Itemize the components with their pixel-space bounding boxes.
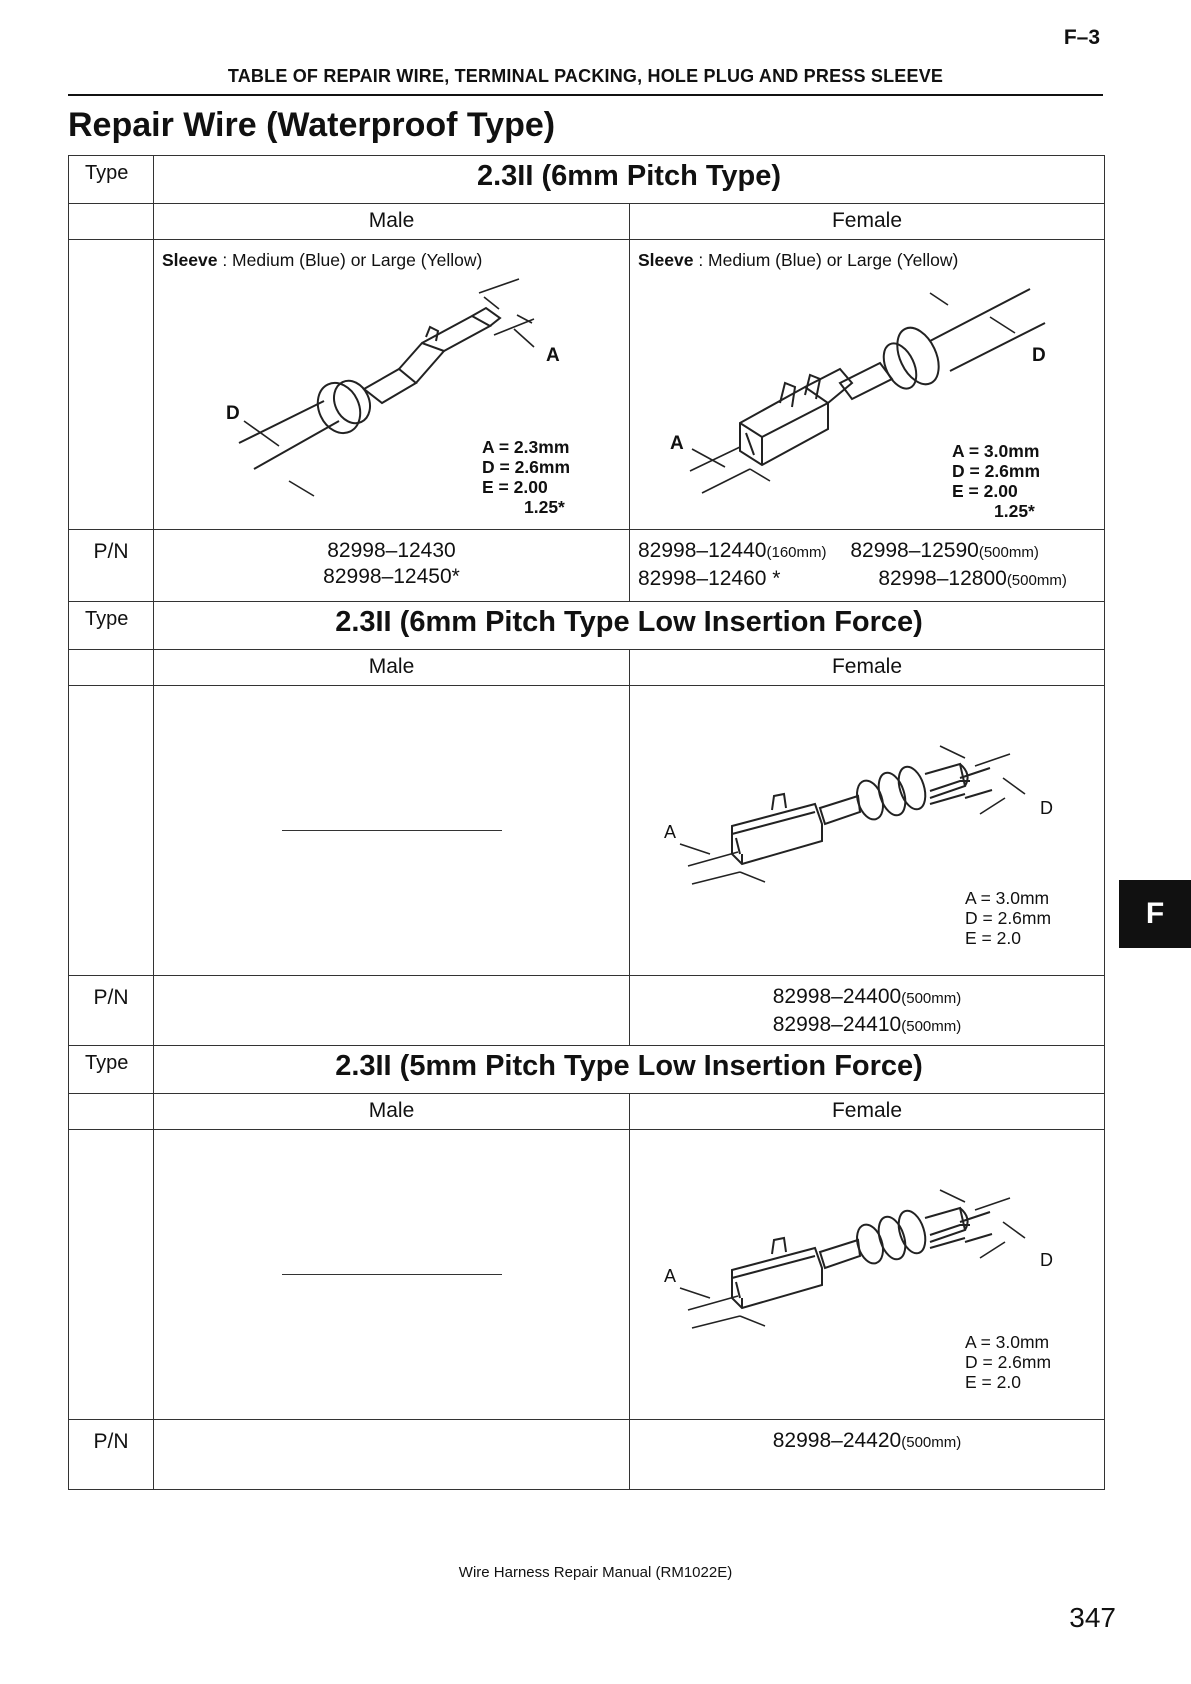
figure-row bbox=[69, 240, 1105, 530]
part-number: 82998–24400 bbox=[772, 985, 902, 1008]
terminal-body bbox=[805, 369, 852, 403]
callout-d: D bbox=[1040, 1250, 1053, 1270]
pn-label: P/N bbox=[69, 1420, 154, 1490]
callout-d: D bbox=[226, 403, 240, 424]
callout-d: D bbox=[1032, 345, 1046, 366]
wire-length: (160mm) bbox=[766, 544, 827, 561]
dimension-line bbox=[940, 1190, 1010, 1210]
callout-a: A bbox=[546, 345, 560, 366]
spec-e-alt: 1.25* bbox=[524, 497, 565, 517]
empty-cell bbox=[69, 686, 154, 976]
crimp-barrel bbox=[820, 1240, 860, 1268]
female-figure-cell bbox=[630, 686, 1105, 976]
dimension-line bbox=[940, 746, 1010, 766]
female-terminal-diagram bbox=[630, 1130, 1104, 1418]
callout-d: D bbox=[1040, 798, 1053, 818]
male-figure-cell bbox=[154, 240, 630, 530]
dimension-line bbox=[688, 1296, 740, 1328]
female-terminal-diagram bbox=[630, 686, 1104, 974]
dimension-arrow bbox=[484, 297, 532, 323]
part-number: 82998–12460 * bbox=[638, 567, 781, 590]
sleeve-note bbox=[630, 240, 1104, 271]
type-row bbox=[69, 1046, 1105, 1094]
spec-d: D = 2.6mm bbox=[965, 908, 1052, 928]
sleeve-text: : Medium (Blue) or Large (Yellow) bbox=[217, 250, 483, 270]
spec-e-alt: 1.25* bbox=[994, 501, 1035, 521]
female-header: Female bbox=[630, 204, 1105, 240]
wire-length: (500mm) bbox=[1006, 572, 1067, 589]
male-figure-cell bbox=[154, 686, 630, 976]
spec-e: E = 2.00 bbox=[952, 481, 1018, 501]
empty-cell bbox=[69, 1094, 154, 1130]
type-label: Type bbox=[69, 602, 154, 650]
terminal-window bbox=[746, 433, 754, 455]
spec-a: A = 3.0mm bbox=[952, 441, 1040, 461]
male-terminal-diagram bbox=[154, 271, 628, 525]
sleeve-label: Sleeve bbox=[162, 250, 218, 270]
seal-rib bbox=[894, 1207, 930, 1256]
sleeve-shape bbox=[877, 338, 923, 393]
terminal-body bbox=[399, 343, 444, 383]
spec-d: D = 2.6mm bbox=[482, 457, 571, 477]
female-pn-cell bbox=[630, 976, 1105, 1046]
leader-line bbox=[1003, 778, 1025, 794]
leader-line bbox=[930, 293, 1015, 333]
leader-line bbox=[289, 481, 314, 496]
part-number-row bbox=[638, 538, 1104, 566]
female-figure-cell bbox=[630, 1130, 1105, 1420]
female-terminal-diagram bbox=[630, 271, 1104, 525]
terminal-box-edge bbox=[740, 403, 828, 465]
female-header: Female bbox=[630, 650, 1105, 686]
leader-line bbox=[514, 329, 534, 347]
pn-label: P/N bbox=[69, 976, 154, 1046]
figure-row bbox=[69, 1130, 1105, 1420]
wire-length: (500mm) bbox=[901, 990, 962, 1007]
empty-cell bbox=[69, 204, 154, 240]
repair-wire-table bbox=[68, 155, 1105, 1490]
pn-label: P/N bbox=[69, 530, 154, 602]
header-rule bbox=[68, 94, 1103, 96]
wire-length: (500mm) bbox=[901, 1018, 962, 1035]
callout-a: A bbox=[670, 433, 684, 454]
document-title: Repair Wire (Waterproof Type) bbox=[68, 106, 556, 144]
part-number-row bbox=[638, 566, 1104, 594]
female-header: Female bbox=[630, 1094, 1105, 1130]
page-number: 347 bbox=[1069, 1602, 1116, 1633]
leader-line bbox=[980, 1242, 1005, 1258]
spec-a: A = 2.3mm bbox=[482, 437, 570, 457]
sleeve-shape bbox=[889, 321, 947, 391]
part-number: 82998–12800 bbox=[878, 567, 1007, 590]
gender-row bbox=[69, 650, 1105, 686]
female-pn-cell bbox=[630, 530, 1105, 602]
type-label: Type bbox=[69, 1046, 154, 1094]
dimension-line bbox=[690, 447, 750, 493]
gender-row bbox=[69, 1094, 1105, 1130]
part-number: 82998–12440 bbox=[638, 539, 767, 562]
crimp-barrel bbox=[840, 363, 892, 399]
empty-cell bbox=[69, 1130, 154, 1420]
spec-a: A = 3.0mm bbox=[965, 888, 1050, 908]
leader-line bbox=[980, 798, 1005, 814]
type-label: Type bbox=[69, 156, 154, 204]
type-title: 2.3II (6mm Pitch Type Low Insertion Force) bbox=[154, 602, 1105, 650]
spec-d: D = 2.6mm bbox=[965, 1352, 1052, 1372]
part-number-row bbox=[630, 984, 1104, 1012]
empty-cell bbox=[69, 240, 154, 530]
terminal-lance bbox=[780, 383, 795, 407]
spec-e: E = 2.00 bbox=[482, 477, 548, 497]
male-figure-cell bbox=[154, 1130, 630, 1420]
terminal-lance bbox=[772, 1238, 786, 1254]
sleeve-label: Sleeve bbox=[638, 250, 694, 270]
not-applicable-dash bbox=[282, 1274, 502, 1275]
part-number: 82998–24420 bbox=[772, 1429, 902, 1452]
part-number: 82998–12450* bbox=[323, 565, 460, 588]
seal-rib bbox=[874, 1213, 910, 1262]
part-number: 82998–12430 bbox=[327, 539, 456, 562]
part-number: 82998–24410 bbox=[772, 1013, 902, 1036]
type-title: 2.3II (5mm Pitch Type Low Insertion Force) bbox=[154, 1046, 1105, 1094]
wire-length: (500mm) bbox=[978, 544, 1039, 561]
dimension-line bbox=[688, 852, 740, 884]
male-pn-cell bbox=[154, 530, 630, 602]
part-number-row bbox=[630, 1012, 1104, 1040]
wire-length: (500mm) bbox=[901, 1434, 962, 1451]
spec-a: A = 3.0mm bbox=[965, 1332, 1050, 1352]
terminal-lance bbox=[772, 794, 786, 810]
male-header: Male bbox=[154, 650, 630, 686]
male-pn-cell bbox=[154, 1420, 630, 1490]
callout-a: A bbox=[664, 1266, 677, 1286]
part-number: 82998–12590 bbox=[850, 539, 979, 562]
callout-a: A bbox=[664, 822, 677, 842]
leader-line bbox=[1003, 1222, 1025, 1238]
section-header: TABLE OF REPAIR WIRE, TERMINAL PACKING, HOLE PLUG AND PRESS SLEEVE bbox=[227, 66, 944, 86]
pn-row bbox=[69, 1420, 1105, 1490]
female-figure-cell bbox=[630, 240, 1105, 530]
gender-row bbox=[69, 204, 1105, 240]
section-tab: F bbox=[1119, 880, 1191, 948]
spec-e: E = 2.0 bbox=[965, 1372, 1021, 1392]
part-number-row bbox=[630, 1428, 1104, 1456]
sleeve-text: : Medium (Blue) or Large (Yellow) bbox=[693, 250, 959, 270]
empty-cell bbox=[69, 650, 154, 686]
type-row bbox=[69, 156, 1105, 204]
terminal-box-edge bbox=[732, 812, 815, 864]
type-title: 2.3II (6mm Pitch Type) bbox=[154, 156, 1105, 204]
sleeve-note bbox=[154, 240, 629, 271]
not-applicable-dash bbox=[282, 830, 502, 831]
female-pn-cell bbox=[630, 1420, 1105, 1490]
male-header: Male bbox=[154, 204, 630, 240]
male-header: Male bbox=[154, 1094, 630, 1130]
wire-outline bbox=[930, 289, 1045, 371]
crimp-barrel bbox=[364, 369, 416, 403]
seal-rib bbox=[874, 769, 910, 818]
male-pn-cell bbox=[154, 976, 630, 1046]
wire-outline bbox=[239, 401, 339, 469]
crimp-barrel bbox=[820, 796, 860, 824]
figure-row bbox=[69, 686, 1105, 976]
page-code: F–3 bbox=[1063, 26, 1100, 49]
terminal-box-edge bbox=[732, 1256, 815, 1308]
spec-e: E = 2.0 bbox=[965, 928, 1021, 948]
seal-rib bbox=[894, 763, 930, 812]
spec-d: D = 2.6mm bbox=[952, 461, 1041, 481]
footer: Wire Harness Repair Manual (RM1022E) bbox=[458, 1564, 733, 1581]
pn-row bbox=[69, 976, 1105, 1046]
pn-row bbox=[69, 530, 1105, 602]
type-row bbox=[69, 602, 1105, 650]
